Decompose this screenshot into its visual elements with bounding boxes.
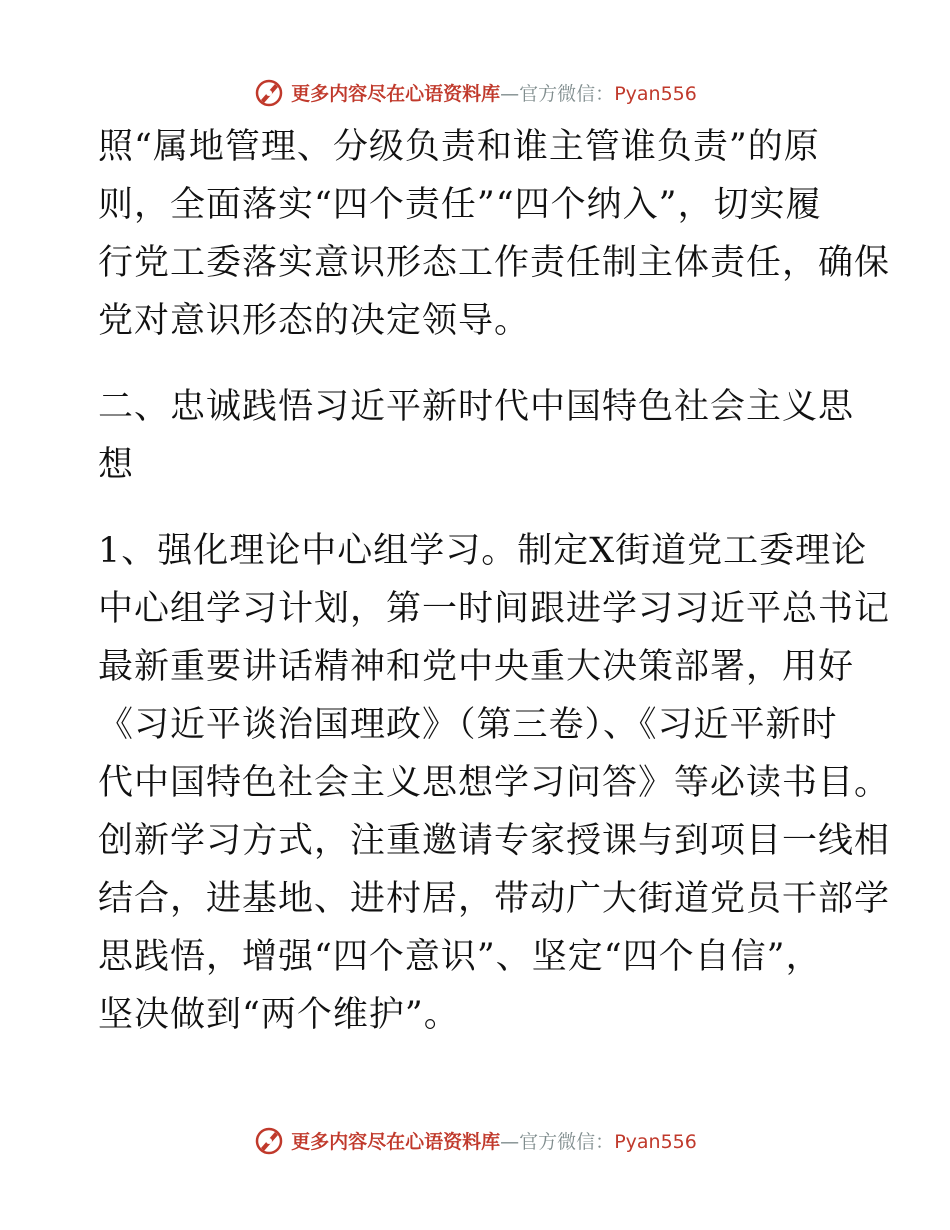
heading-line: 想 — [98, 445, 135, 485]
text-line: 坚决做到“两个维护”。 — [98, 995, 460, 1035]
logo-icon — [253, 1124, 285, 1156]
text-line: 1、强化理论中心组学习。制定X街道党工委理论 — [98, 531, 868, 571]
text-line: 照“属地管理、分级负责和谁主管谁负责”的原 — [98, 127, 820, 167]
watermark-text: 更多内容尽在心语资料库—官方微信：Pyan556 — [291, 1130, 697, 1153]
footer-watermark — [0, 1120, 950, 1160]
header-watermark — [0, 72, 950, 112]
logo-icon — [253, 76, 285, 108]
heading-line: 二、忠诚践悟习近平新时代中国特色社会主义思 — [98, 387, 855, 427]
text-line: 结合，进基地、进村居，带动广大街道党员干部学 — [98, 879, 891, 919]
text-line: 代中国特色社会主义思想学习问答》等必读书目。 — [98, 763, 891, 803]
text-line: 则，全面落实“四个责任”“四个纳入”，切实履 — [98, 185, 822, 225]
section-heading — [98, 378, 858, 494]
paragraph-study — [98, 522, 891, 1044]
text-line: 行党工委落实意识形态工作责任制主体责任，确保 — [98, 243, 891, 283]
document-body — [98, 118, 891, 1044]
watermark-text: 更多内容尽在心语资料库—官方微信：Pyan556 — [291, 82, 697, 105]
text-line: 思践悟，增强“四个意识”、坚定“四个自信”， — [98, 937, 822, 977]
text-line: 中心组学习计划，第一时间跟进学习习近平总书记 — [98, 589, 891, 629]
text-line: 党对意识形态的决定领导。 — [98, 301, 531, 341]
text-line: 创新学习方式，注重邀请专家授课与到项目一线相 — [98, 821, 891, 861]
paragraph-principle — [98, 118, 891, 350]
text-line: 最新重要讲话精神和党中央重大决策部署，用好 — [98, 647, 855, 687]
text-line: 《习近平谈治国理政》（第三卷）、《习近平新时 — [98, 705, 838, 745]
